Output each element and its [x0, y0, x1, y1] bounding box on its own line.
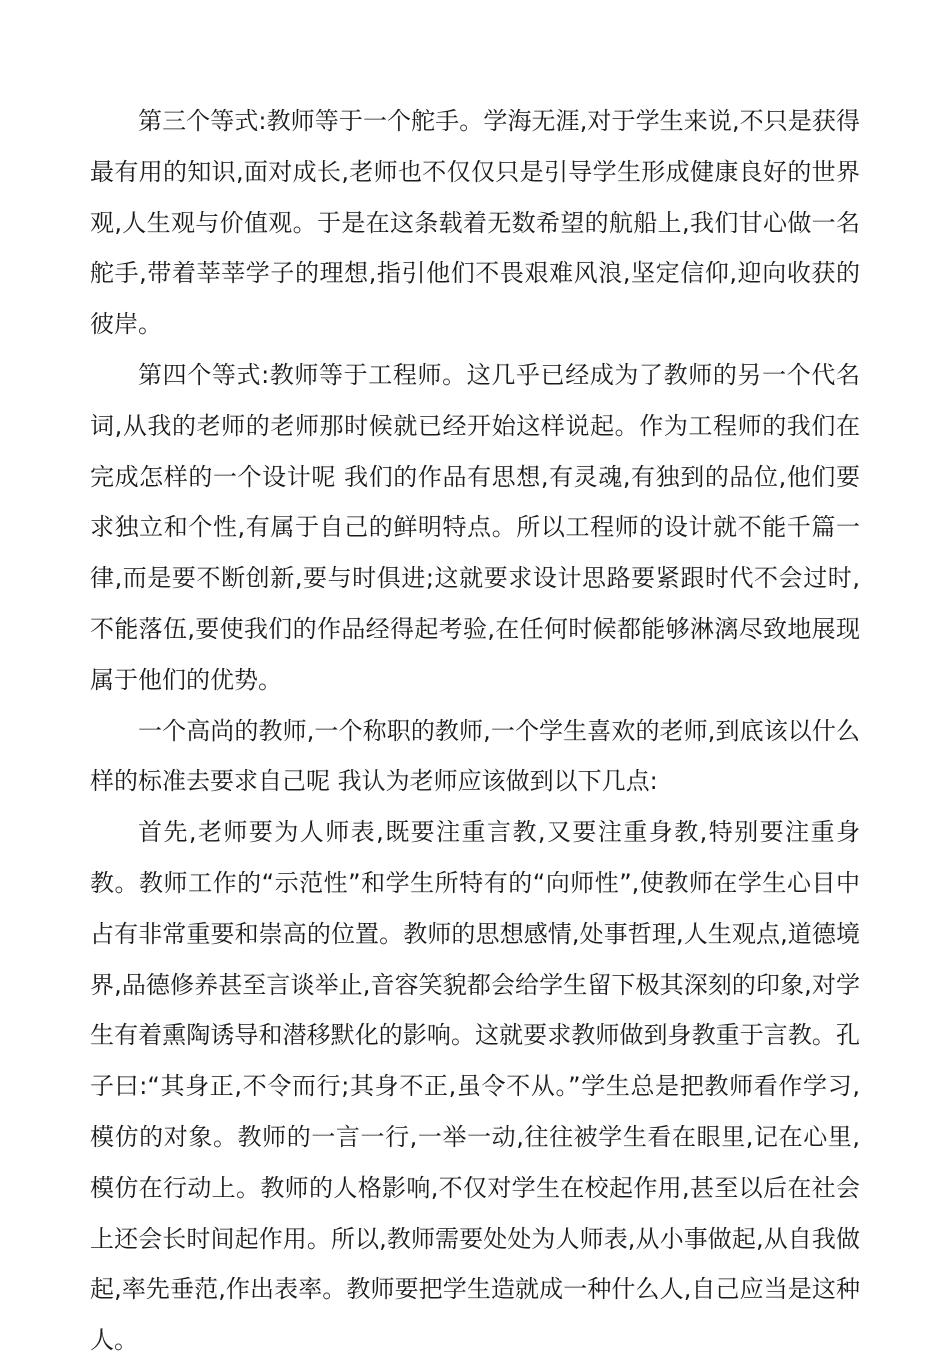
document-body — [90, 96, 860, 1366]
paragraph-question: 一个高尚的教师,一个称职的教师,一个学生喜欢的老师,到底该以什么样的标准去要求自己呢 我认为老师应该做到以下几点: — [90, 716, 860, 796]
paragraph-first-point: 首先,老师要为人师表,既要注重言教,又要注重身教,特别要注重身教。教师工作的“示范性”和学生所特有的“向师性”,使教师在学生心目中占有非常重要和崇高的位置。教师的思想感情,处事哲理,人生观点,道德境界,品德修养甚至言谈举止,音容笑貌都会给学生留下极其深刻的印象,对学生有着熏陶诱导和潜移默化的影响。这就要求教师做到身教重于言教。孔子曰:“其身正,不令而行;其身不正,虽令不从。”学生总是把教师看作学习,模仿的对象。教师的一言一行,一举一动,往往被学生看在眼里,记在心里,模仿在行动上。教师的人格影响,不仅对学生在校起作用,甚至以后在社会上还会长时间起作用。所以,教师需要处处为人师表,从小事做起,从自我做起,率先垂范,作出表率。教师要把学生造就成一种什么人,自己应当是这种人。 — [90, 818, 860, 1355]
paragraph-fourth-equation: 第四个等式:教师等于工程师。这几乎已经成为了教师的另一个代名词,从我的老师的老师那时候就已经开始这样说起。作为工程师的我们在完成怎样的一个设计呢 我们的作品有思想,有灵魂,有独到的品位,他们要求独立和个性,有属于自己的鲜明特点。所以工程师的设计就不能千篇一律,而是要不断创新,要与时俱进;这就要求设计思路要紧跟时代不会过时,不能落伍,要使我们的作品经得起考验,在任何时候都能够淋漓尽致地展现属于他们的优势。 — [90, 360, 860, 694]
paragraph-third-equation: 第三个等式:教师等于一个舵手。学海无涯,对于学生来说,不只是获得最有用的知识,面对成长,老师也不仅仅只是引导学生形成健康良好的世界观,人生观与价值观。于是在这条载着无数希望的航船上,我们甘心做一名舵手,带着莘莘学子的理想,指引他们不畏艰难风浪,坚定信仰,迎向收获的彼岸。 — [90, 107, 860, 339]
